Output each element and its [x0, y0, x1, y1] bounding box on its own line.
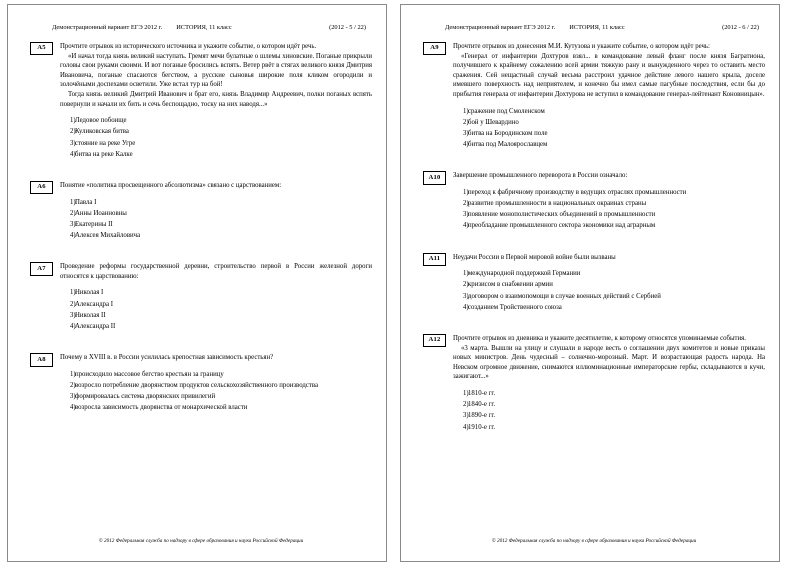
option-marker: 3): [70, 393, 76, 401]
option-text: созданием Тройственного союза: [468, 303, 562, 311]
question-spacer: [30, 251, 372, 262]
question-a7: [30, 262, 372, 333]
option-marker: 4): [70, 150, 76, 158]
option-marker: 2): [463, 281, 469, 289]
question-passage: «Генерал от инфантерии Дохтуров взял... в командование левый фланг после князя Багратиона, получившего к крайнему сожалению всей армии тяжкую рану и вынужденного через то оставить место сражения. Сей нещастный случай весьма расстроил удачное действие левого нашего крыла, доселе имевшего поверхность над неприятелем, и конечно бы имел самые пагубные последствия, если бы до прибытия генерала от инфантерии Дохтурова не вступил в командование генерал-лейтенант Коновницын».: [453, 52, 765, 98]
option-text: договором о взаимопомощи в случае военных действий с Сербией: [468, 292, 661, 300]
answer-option[interactable]: [453, 411, 765, 421]
question-number-badge: A11: [423, 253, 446, 266]
option-text: происходило массовое бегство крестьян за границу: [75, 370, 224, 378]
option-text: Александра II: [75, 323, 116, 330]
question-body: [453, 334, 765, 434]
option-marker: 1): [70, 198, 76, 206]
answer-option[interactable]: [60, 150, 372, 160]
header-page-ref: (2012 - 6 / 22): [722, 24, 759, 31]
question-spacer: [423, 323, 765, 334]
option-text: Куликовская битва: [75, 128, 129, 136]
answer-option[interactable]: [453, 292, 765, 302]
option-marker: 4): [70, 323, 76, 330]
option-text: возросло потребление дворянством продуктов сельскохозяйственного производства: [75, 381, 318, 389]
question-stem: Прочтите отрывок из дневника и укажите десятилетие, к которому относятся упоминаемые события.: [453, 335, 746, 342]
question-passage: Тогда князь великий Дмитрий Иванович и брат его, князь Владимир Андреевич, полки поганых вспять повернули и начали их бить и сечь беспощадно, тоску на них наводя...»: [60, 90, 372, 108]
option-marker: 2): [70, 209, 76, 217]
answer-option[interactable]: [453, 129, 765, 139]
answer-options: [453, 389, 765, 432]
option-text: возросла зависимость дворянства от монархической власти: [75, 404, 248, 412]
option-text: появление монополистических объединений в промышленности: [468, 211, 656, 219]
option-text: кризисом в снабжении армии: [468, 281, 553, 289]
answer-option[interactable]: [453, 389, 765, 399]
option-text: формировалась система дворянских привилегий: [75, 393, 216, 401]
answer-options: [453, 188, 765, 231]
answer-option[interactable]: [453, 188, 765, 198]
question-stem: Прочтите отрывок из исторического источника и укажите событие, о котором идёт речь.: [60, 43, 317, 50]
question-stem: Завершение промышленного переворота в России означало:: [453, 172, 628, 180]
answer-option[interactable]: [453, 400, 765, 410]
answer-option[interactable]: [453, 303, 765, 313]
question-stem: Прочтите отрывок из донесения М.И. Кутузова и укажите событие, о котором идёт речь:: [453, 43, 710, 50]
question-a12: [423, 334, 765, 434]
page-left: [7, 4, 387, 562]
question-stem: Проведение реформы государственной деревни, строительство первой в России железной дороги относятся к царствованию:: [60, 263, 372, 280]
question-passage: «И начал тогда князь великий наступать. Гремят мечи булатные о шлемы хиновские. Поганые прикрыли головы свои руками своими. И вот поганые бросились вспять. Ветер рвёт в стягах великого князя Дмитрия Ивановича, поганые спасаются бегством, а русские сыновья широкие поля кликом огородили и золочёными доспехами осветили. Уже встал тур на бой!: [60, 52, 372, 89]
option-text: 1840-е гг.: [468, 401, 496, 409]
option-text: битва на Бородинском поле: [468, 129, 548, 137]
option-marker: 2): [70, 381, 76, 389]
question-number-badge: A12: [423, 334, 446, 347]
question-number-badge: A10: [423, 171, 446, 184]
answer-option[interactable]: [60, 392, 372, 402]
option-text: битва под Малоярославцем: [468, 141, 548, 149]
option-marker: 1): [463, 389, 469, 397]
question-a6: [30, 181, 372, 242]
answer-option[interactable]: [453, 140, 765, 150]
page-footer: © 2012 Федеральная служба по надзору в сфере образования и наука Российской Федерации: [491, 538, 697, 544]
option-marker: 4): [463, 222, 469, 230]
question-body: [60, 42, 372, 161]
page-right: [400, 4, 780, 562]
question-body: [60, 181, 372, 242]
option-marker: 3): [463, 129, 469, 137]
question-a11: [423, 253, 765, 314]
answer-option[interactable]: [60, 403, 372, 413]
question-spacer: [30, 342, 372, 353]
answer-options: [453, 107, 765, 150]
option-text: битва на реке Калке: [75, 150, 133, 158]
answer-option[interactable]: [60, 381, 372, 391]
question-body: [453, 253, 765, 314]
option-marker: 3): [70, 139, 76, 147]
option-text: международной поддержкой Германии: [468, 270, 581, 278]
question-stem: Неудачи России в Первой мировой войне были вызваны: [453, 253, 616, 261]
answer-option[interactable]: [60, 370, 372, 380]
answer-option[interactable]: [60, 127, 372, 137]
page-footer: © 2012 Федеральная служба по надзору в сфере образования и наука Российской Федерации: [98, 538, 304, 544]
option-marker: 1): [70, 370, 76, 378]
option-marker: 4): [463, 303, 469, 311]
question-number-badge: A6: [30, 181, 53, 194]
option-text: преобладание промышленного сектора экономики над аграрным: [468, 222, 656, 230]
option-marker: 2): [463, 118, 469, 126]
option-marker: 1): [70, 117, 76, 125]
answer-option[interactable]: [453, 280, 765, 290]
answer-option[interactable]: [60, 231, 372, 241]
header-page-ref: (2012 - 5 / 22): [329, 24, 366, 31]
page-left-content: [30, 23, 372, 551]
question-spacer: [423, 160, 765, 171]
question-spacer: [423, 242, 765, 253]
option-text: Анны Иоанновны: [75, 209, 127, 217]
question-a8: [30, 353, 372, 414]
option-marker: 4): [70, 232, 76, 240]
answer-option[interactable]: [453, 107, 765, 117]
page-right-content: [423, 23, 765, 551]
answer-option[interactable]: [60, 198, 372, 208]
question-number-badge: A7: [30, 262, 53, 275]
question-number-badge: A9: [423, 42, 446, 55]
option-text: сражение под Смоленском: [468, 107, 545, 115]
option-marker: 3): [463, 292, 469, 300]
option-marker: 4): [463, 141, 469, 149]
header-variant: Демонстрационный вариант ЕГЭ 2012 г.: [445, 24, 556, 31]
answer-option[interactable]: [60, 220, 372, 230]
question-body: [60, 353, 372, 414]
question-body: [60, 262, 372, 333]
option-text: Александра I: [75, 300, 114, 308]
option-marker: 3): [463, 412, 469, 420]
answer-options: [60, 288, 372, 331]
header-subject: ИСТОРИЯ, 11 класс: [176, 24, 232, 31]
option-marker: 1): [463, 107, 469, 115]
answer-option[interactable]: [453, 423, 765, 433]
option-text: Екатерины II: [75, 220, 113, 228]
answer-options: [60, 198, 372, 241]
option-marker: 2): [463, 200, 469, 208]
answer-option[interactable]: [453, 221, 765, 231]
answer-option[interactable]: [60, 209, 372, 219]
header-variant: Демонстрационный вариант ЕГЭ 2012 г.: [52, 24, 163, 31]
option-text: 1810-е гг.: [468, 389, 496, 397]
option-marker: 3): [463, 211, 469, 219]
answer-option[interactable]: [60, 139, 372, 149]
option-marker: 3): [70, 311, 76, 319]
question-stem: Почему в XVIII в. в России усилилась крепостная зависимость крестьян?: [60, 354, 274, 362]
option-text: 1890-е гг.: [468, 412, 496, 420]
question-stem: Понятие «политика просвещенного абсолютизма» связано с царствованием:: [60, 181, 282, 189]
option-text: Алексея Михайловича: [75, 232, 141, 240]
answer-options: [60, 370, 372, 413]
question-number-badge: A5: [30, 42, 53, 55]
answer-options: [60, 116, 372, 159]
answer-option[interactable]: [453, 269, 765, 279]
option-text: развитие промышленности в национальных окраинах страны: [468, 200, 647, 208]
answer-option[interactable]: [60, 288, 372, 298]
page-header: [423, 23, 765, 32]
answer-option[interactable]: [60, 311, 372, 321]
option-marker: 2): [463, 401, 469, 409]
question-a5: [30, 42, 372, 161]
option-marker: 3): [70, 220, 76, 228]
answer-option[interactable]: [453, 210, 765, 220]
answer-option[interactable]: [60, 322, 372, 332]
option-marker: 4): [70, 404, 76, 412]
header-subject: ИСТОРИЯ, 11 класс: [569, 24, 625, 31]
question-passage: «3 марта. Вышли на улицу и слушали в народе весть о соглашении двух комитетов и новые приказы новых министров. День чудесный – солнечно-морозный. Март. И возрастающая радость народа. На Невском огромное движение, снимаются иллюминационные императорские гербы, складываются в кучи, зажигают...»: [453, 344, 765, 381]
question-body: [453, 171, 765, 232]
option-text: 1910-е гг.: [468, 423, 496, 431]
question-a9: [423, 42, 765, 151]
option-marker: 1): [463, 270, 469, 278]
option-text: переход к фабричному производству в ведущих отраслях промышленности: [468, 188, 687, 196]
answer-options: [453, 269, 765, 312]
option-marker: 4): [463, 423, 469, 431]
option-text: Ледовое побоище: [75, 117, 127, 125]
option-text: бой у Шевардино: [468, 118, 519, 126]
question-spacer: [30, 170, 372, 181]
answer-option[interactable]: [453, 199, 765, 209]
option-text: Павла I: [75, 198, 97, 206]
option-marker: 2): [70, 300, 76, 308]
option-text: стояние на реке Угре: [75, 139, 136, 147]
question-number-badge: A8: [30, 353, 53, 366]
answer-option[interactable]: [453, 118, 765, 128]
question-body: [453, 42, 765, 151]
answer-option[interactable]: [60, 300, 372, 310]
option-marker: 2): [70, 128, 76, 136]
question-a10: [423, 171, 765, 232]
option-text: Николая II: [75, 311, 106, 319]
option-text: Николая I: [75, 289, 104, 297]
page-header: [30, 23, 372, 32]
option-marker: 1): [463, 188, 469, 196]
option-marker: 1): [70, 289, 76, 297]
answer-option[interactable]: [60, 116, 372, 126]
